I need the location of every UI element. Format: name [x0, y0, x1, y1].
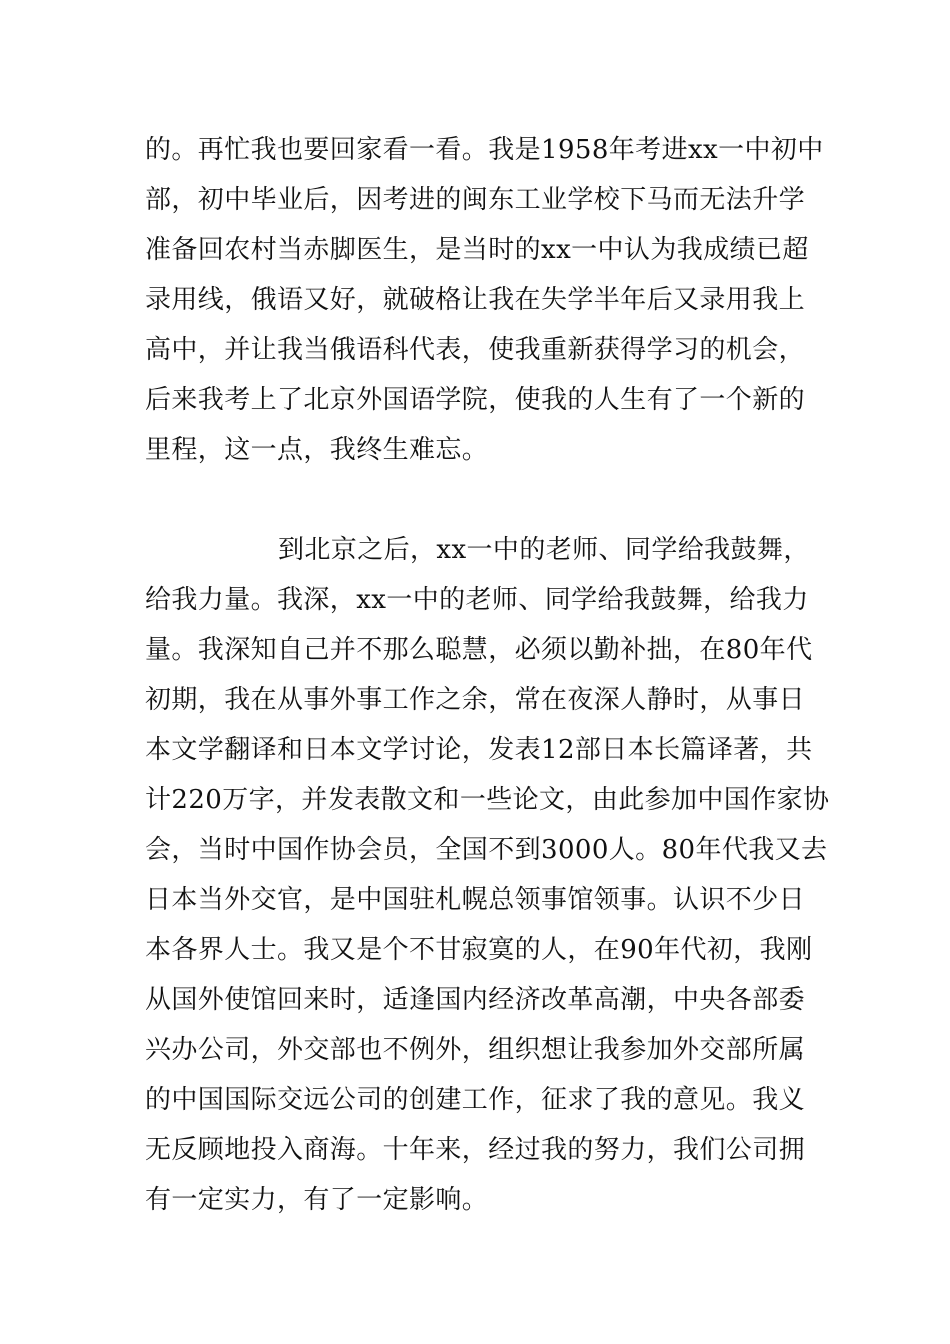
text-line: 兴办公司，外交部也不例外，组织想让我参加外交部所属 [145, 1035, 806, 1065]
text-line: 的中国国际交远公司的创建工作，征求了我的意见。我义 [145, 1085, 806, 1115]
text-line: 计220万字，并发表散文和一些论文，由此参加中国作家协 [145, 785, 830, 815]
text-line: 量。我深知自己并不那么聪慧，必须以勤补拙，在80年代 [145, 635, 813, 665]
text-line: 从国外使馆回来时，适逢国内经济改革高潮，中央各部委 [145, 985, 806, 1015]
text-line: 本各界人士。我又是个不甘寂寞的人，在90年代初，我刚 [145, 935, 813, 965]
text-line: 后来我考上了北京外国语学院，使我的人生有了一个新的 [145, 385, 806, 415]
text-line: 准备回农村当赤脚医生，是当时的xx一中认为我成绩已超 [145, 235, 809, 265]
text-line: 有一定实力，有了一定影响。 [145, 1185, 489, 1215]
text-line: 高中，并让我当俄语科代表，使我重新获得学习的机会， [145, 335, 806, 365]
text-line: 给我力量。我深，xx一中的老师、同学给我鼓舞，给我力 [145, 585, 809, 615]
text-line: 初期，我在从事外事工作之余，常在夜深人静时，从事日 [145, 685, 806, 715]
text-line: 本文学翻译和日本文学讨论，发表12部日本长篇译著，共 [145, 735, 813, 765]
text-line: 录用线，俄语又好，就破格让我在失学半年后又录用我上 [145, 285, 806, 315]
text-line: 部，初中毕业后，因考进的闽东工业学校下马而无法升学 [145, 185, 806, 215]
text-line: 无反顾地投入商海。十年来，经过我的努力，我们公司拥 [145, 1135, 806, 1165]
text-line-indented: 到北京之后，xx一中的老师、同学给我鼓舞， [278, 535, 810, 565]
text-line: 的。再忙我也要回家看一看。我是1958年考进xx一中初中 [145, 135, 824, 165]
text-line: 会，当时中国作协会员，全国不到3000人。80年代我又去 [145, 835, 828, 865]
text-line: 里程，这一点，我终生难忘。 [145, 435, 489, 465]
text-line: 日本当外交官，是中国驻札幌总领事馆领事。认识不少日 [145, 885, 806, 915]
